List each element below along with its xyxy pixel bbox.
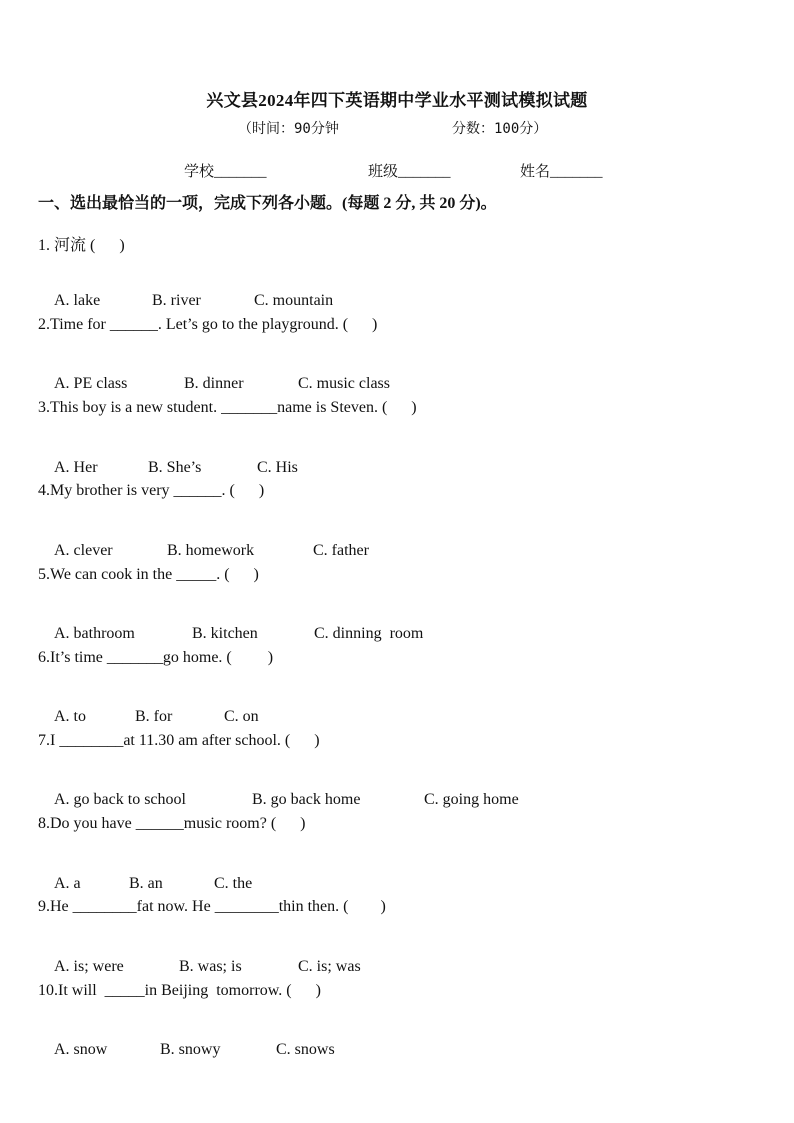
option-b: B. an: [129, 875, 163, 892]
option-a: A. clever: [54, 542, 113, 559]
option-a: A. lake: [54, 292, 101, 309]
name-field: 姓名_______: [520, 164, 603, 180]
option-b: B. snowy: [160, 1041, 221, 1058]
option-c: C. His: [257, 459, 298, 476]
option-b: B. go back home: [252, 791, 361, 808]
option-a: A. go back to school: [54, 791, 186, 808]
question-stem: 6.It’s time _______go home. ( ): [38, 649, 274, 666]
option-c: C. snows: [276, 1041, 335, 1058]
option-c: C. is; was: [298, 958, 361, 975]
question-stem: 7.I ________at 11.30 am after school. ( ): [38, 732, 320, 749]
option-b: B. was; is: [179, 958, 242, 975]
question-options: [38, 1023, 335, 1077]
question-stem: 1. 河流 ( ): [38, 237, 125, 254]
question-stem: 3.This boy is a new student. _______name is Steven. ( ): [38, 399, 417, 416]
question-stem: 9.He ________fat now. He ________thin then. ( ): [38, 898, 386, 915]
option-a: A. PE class: [54, 375, 128, 392]
score-text: 分数：100分）: [452, 121, 548, 137]
option-c: C. the: [214, 875, 253, 892]
option-b: B. homework: [167, 542, 255, 559]
question-stem: 2.Time for ______. Let’s go to the playground. ( ): [38, 316, 378, 333]
option-c: C. on: [224, 708, 259, 725]
option-c: C. dinning room: [314, 625, 424, 642]
option-b: B. river: [152, 292, 201, 309]
section-heading: 一、选出最恰当的一项，完成下列各小题。(每题 2 分, 共 20 分)。: [38, 195, 497, 212]
option-a: A. Her: [54, 459, 98, 476]
question-stem: 10.It will _____in Beijing tomorrow. ( ): [38, 982, 321, 999]
option-a: A. to: [54, 708, 86, 725]
question-stem: 5.We can cook in the _____. ( ): [38, 566, 259, 583]
exam-title: 兴文县2024年四下英语期中学业水平测试模拟试题: [206, 91, 588, 110]
option-a: A. bathroom: [54, 625, 135, 642]
option-a: A. a: [54, 875, 81, 892]
option-a: A. snow: [54, 1041, 108, 1058]
question-stem: 8.Do you have ______music room? ( ): [38, 815, 306, 832]
option-c: C. going home: [424, 791, 519, 808]
class-field: 班级_______: [368, 164, 451, 180]
school-field: 学校_______: [184, 164, 267, 180]
option-b: B. kitchen: [192, 625, 258, 642]
question-stem: 4.My brother is very ______. ( ): [38, 482, 265, 499]
time-text: （时间：90分钟: [238, 121, 339, 137]
option-b: B. She’s: [148, 459, 202, 476]
option-c: C. father: [313, 542, 369, 559]
option-b: B. for: [135, 708, 173, 725]
option-c: C. mountain: [254, 292, 334, 309]
option-c: C. music class: [298, 375, 390, 392]
option-b: B. dinner: [184, 375, 244, 392]
option-a: A. is; were: [54, 958, 124, 975]
